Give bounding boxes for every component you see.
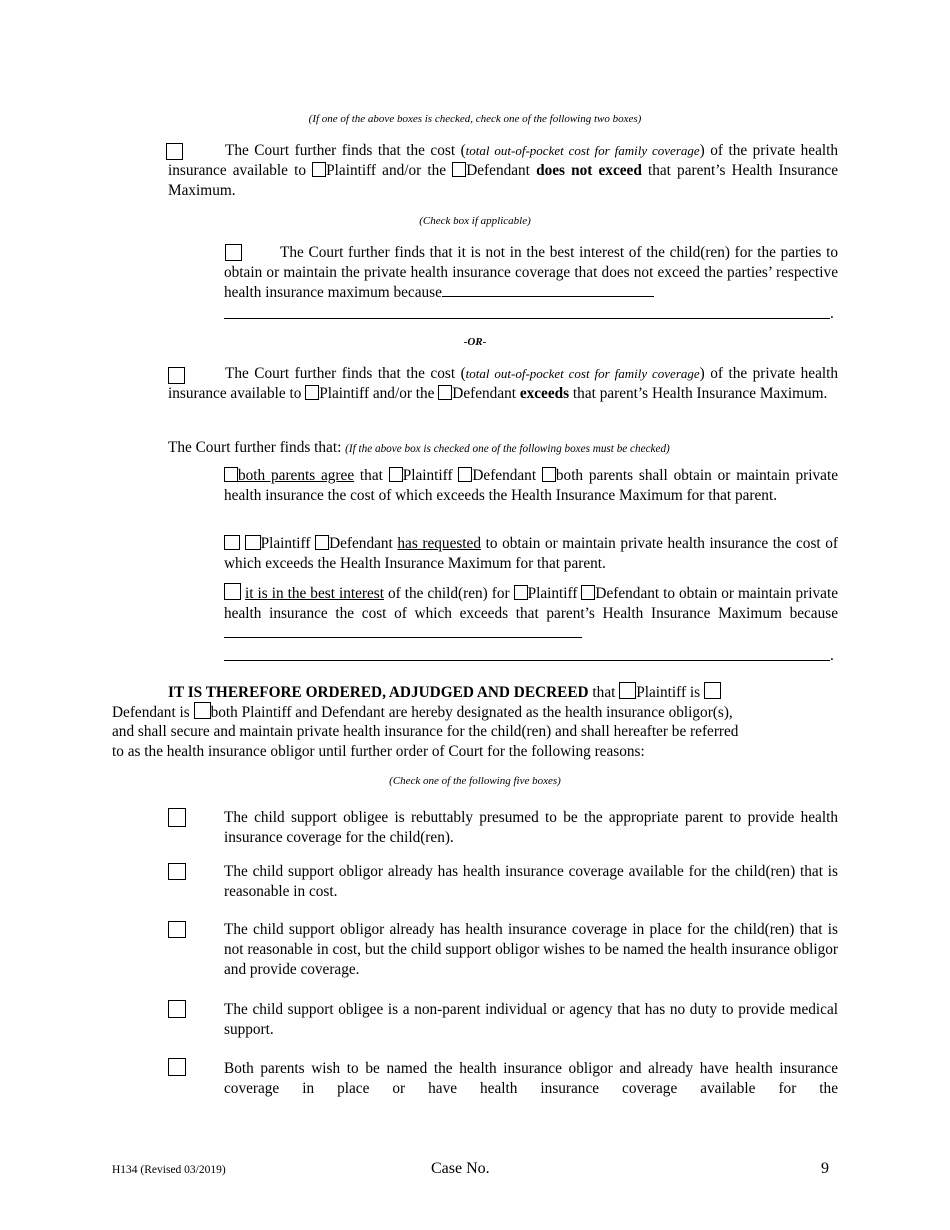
requested-tail: to obtain or maintain private health insurance the cost of which exceeds the Health Insurance Maximum for that parent. [224, 535, 838, 572]
requested-plaintiff-checkbox[interactable] [245, 535, 261, 550]
ordered-plaintiff-label: Plaintiff is [636, 684, 704, 701]
reason-2-checkbox[interactable] [168, 863, 186, 880]
not-exceed-plaintiff-checkbox[interactable] [312, 162, 326, 177]
requested-underlined: has requested [397, 535, 481, 552]
ordered-plaintiff-checkbox[interactable] [619, 682, 636, 699]
exceeds-bold: exceeds [519, 385, 570, 402]
not-exceed-bold: does not exceed [536, 162, 642, 179]
exceeds-plaintiff-checkbox[interactable] [305, 385, 319, 400]
not-exceed-mid: ) of the private health insurance available to [168, 142, 839, 179]
ordered-both-checkbox[interactable] [194, 702, 211, 719]
agree-underlined: both parents agree [238, 467, 355, 484]
ordered-line-3: and shall secure and maintain private health insurance for the child(ren) and shall hereafter be referred [112, 723, 739, 740]
best-interest-underlined: it is in the best interest [245, 585, 384, 602]
agree-defendant-checkbox[interactable] [458, 467, 472, 482]
period: . [830, 647, 834, 664]
note-five-boxes: (Check one of the following five boxes) [389, 775, 561, 787]
further-finds-italic: (If the above box is checked one of the following boxes must be checked) [345, 443, 670, 455]
reason-3-checkbox[interactable] [168, 921, 186, 938]
ordered-line-1 [168, 682, 721, 703]
option-agree [224, 466, 838, 506]
agree-that: that [354, 467, 389, 484]
reason-4-checkbox[interactable] [168, 1000, 186, 1018]
exceeds-defendant-label: Defendant [452, 385, 520, 402]
or-separator: -OR- [463, 336, 487, 348]
requested-defendant-label: Defendant [329, 535, 398, 552]
agree-plaintiff-label: Plaintiff [402, 467, 459, 484]
not-exceed-defendant-label: Defendant [466, 162, 537, 179]
note-check-if-applicable: (Check box if applicable) [419, 215, 531, 227]
option-requested [224, 534, 838, 574]
ordered-bold: IT IS THEREFORE ORDERED, ADJUDGED AND DECREED [168, 684, 589, 701]
not-exceed-lead: The Court further finds that the cost ( [225, 142, 466, 159]
not-exceed-paragraph [168, 141, 838, 201]
agree-both-text: both parents shall obtain or maintain private health insurance the cost of which exceeds the Health Insurance Maximum for that parent. [224, 467, 838, 504]
exceeds-lead: The Court further finds that the cost ( [225, 365, 466, 382]
best-interest-not-blank[interactable] [442, 295, 654, 297]
not-exceed-plaintiff-label: Plaintiff and/or the [326, 162, 453, 179]
not-exceed-defendant-checkbox[interactable] [452, 162, 466, 177]
period: . [830, 305, 834, 322]
exceeds-italic: total out-of-pocket cost for family coverage [465, 366, 700, 381]
agree-defendant-label: Defendant [472, 467, 542, 484]
best-interest-for: of the child(ren) for [383, 585, 514, 602]
reason-1-text: The child support obligee is rebuttably presumed to be the appropriate parent to provide health insurance coverage for the child(ren). [224, 809, 838, 846]
best-interest-defendant-text: Defendant to obtain or maintain private health insurance the cost of which exceeds that parent’s Health Insurance Maximum because [224, 585, 838, 622]
best-interest-plaintiff-checkbox[interactable] [514, 585, 528, 600]
best-interest-blank[interactable] [224, 636, 582, 638]
agree-both-checkbox[interactable] [542, 467, 556, 482]
not-exceed-tail: that parent’s Health Insurance Maximum. [168, 162, 838, 199]
reason-1-checkbox[interactable] [168, 808, 186, 827]
ordered-both-text: both Plaintiff and Defendant are hereby designated as the health insurance obligor(s), [210, 704, 733, 721]
ordered-line-4: to as the health insurance obligor until further order of Court for the following reasons: [112, 743, 645, 760]
exceeds-mid: ) of the private health insurance available to [168, 365, 839, 402]
note-above-boxes: (If one of the above boxes is checked, check one of the following two boxes) [308, 113, 642, 125]
reason-3-text: The child support obligor already has health insurance coverage in place for the child(ren) that is not reasonable in cost, but the child support obligor wishes to be named the health insurance obligor and provide coverage. [224, 921, 838, 978]
best-interest-blank-line[interactable] [224, 660, 830, 661]
ordered-defendant-label: Defendant is [112, 704, 194, 721]
exceeds-defendant-checkbox[interactable] [438, 385, 452, 400]
reason-4-text: The child support obligee is a non-parent individual or agency that has no duty to provide medical support. [224, 1001, 838, 1038]
agree-plaintiff-checkbox[interactable] [389, 467, 403, 482]
best-interest-defendant-checkbox[interactable] [581, 585, 595, 600]
exceeds-tail: that parent’s Health Insurance Maximum. [569, 385, 828, 402]
best-interest-checkbox[interactable] [224, 583, 241, 600]
requested-defendant-checkbox[interactable] [315, 535, 329, 550]
ordered-that: that [588, 684, 620, 701]
reason-5-checkbox[interactable] [168, 1058, 186, 1076]
footer-form-id: H134 (Revised 03/2019) [112, 1164, 226, 1176]
option-best-interest [224, 583, 838, 644]
requested-checkbox[interactable] [224, 535, 240, 550]
footer-page-number: 9 [821, 1160, 829, 1177]
best-interest-not-blank-line[interactable] [224, 318, 830, 319]
not-exceed-italic: total out-of-pocket cost for family coverage [465, 143, 700, 158]
ordered-defendant-checkbox[interactable] [704, 682, 721, 699]
further-finds-line [168, 438, 670, 459]
ordered-line-2 [112, 702, 733, 723]
exceeds-paragraph [168, 364, 838, 404]
requested-plaintiff-label: Plaintiff [260, 535, 316, 552]
agree-checkbox[interactable] [224, 467, 238, 482]
best-interest-plaintiff-label: Plaintiff [527, 585, 582, 602]
best-interest-not-paragraph [224, 243, 838, 303]
best-interest-not-text: The Court further finds that it is not in the best interest of the child(ren) for the parties to obtain or maintain the private health insurance coverage that does not exceed the parties’ respective health insurance maximum because [224, 244, 838, 301]
reason-2-text: The child support obligor already has health insurance coverage available for the child(ren) that is reasonable in cost. [224, 863, 838, 900]
exceeds-plaintiff-label: Plaintiff and/or the [319, 385, 439, 402]
further-finds-text: The Court further finds that: [168, 439, 346, 456]
reason-5-text: Both parents wish to be named the health insurance obligor and already have health insurance coverage in place or have health insurance coverage available for the [224, 1060, 838, 1097]
footer-case-no: Case No. [431, 1160, 490, 1177]
